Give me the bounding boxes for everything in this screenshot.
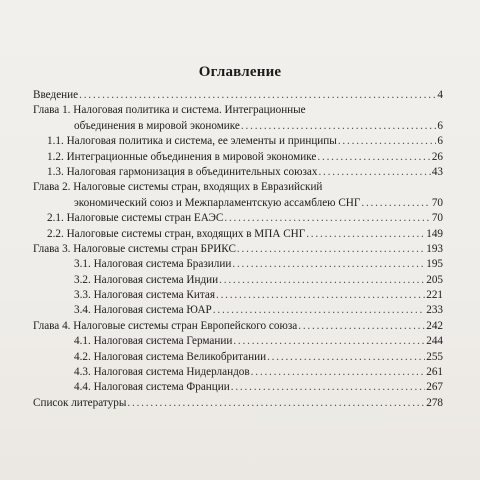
- toc-entry-title: Глава 3. Налоговые системы стран БРИКС: [33, 242, 236, 255]
- toc-entry-title: Введение: [33, 89, 79, 101]
- dot-leader: [306, 227, 425, 242]
- toc-entry-page-number: 195: [426, 258, 443, 271]
- toc-entry-page-number: 149: [426, 227, 443, 240]
- toc-entry: [33, 350, 443, 365]
- toc-entry: [33, 365, 443, 380]
- toc-entry: [33, 288, 443, 303]
- toc-entry-page-number: 70: [431, 196, 443, 209]
- dot-leader: [237, 242, 425, 257]
- toc-entry-page-number: 244: [426, 335, 443, 348]
- dot-leader: [317, 150, 430, 165]
- toc-entry-title: 2.2. Налоговые системы стран, входящих в МПА СНГ: [47, 227, 306, 240]
- toc-entry-title: 4.1. Налоговая система Германии: [74, 335, 233, 348]
- toc-entry-title: 2.1. Налоговые системы стран ЕАЭС: [47, 212, 224, 225]
- toc-entry: [33, 334, 443, 349]
- toc-entry: [33, 103, 443, 118]
- dot-leader: [251, 365, 426, 380]
- toc-entry-title: 1.3. Налоговая гармонизация в объединительных союзах: [47, 165, 318, 178]
- toc-entry-page-number: 233: [426, 304, 443, 317]
- toc-entry-title: 1.2. Интеграционные объединения в мировой экономике: [47, 150, 317, 163]
- toc-entry-page-number: 6: [437, 119, 443, 132]
- table-of-contents: [33, 88, 443, 411]
- dot-leader: [232, 257, 425, 272]
- toc-entry-title: 4.4. Налоговая система Франции: [74, 381, 230, 394]
- toc-entry: [33, 211, 443, 226]
- dot-leader: [338, 134, 437, 149]
- toc-entry-title: 3.2. Налоговая система Индии: [74, 273, 219, 286]
- toc-entry-title: 1.1. Налоговая политика и система, ее элементы и принципы: [47, 135, 337, 148]
- toc-entry: [33, 257, 443, 272]
- toc-entry-page-number: 26: [431, 150, 443, 163]
- dot-leader: [216, 288, 425, 303]
- page-title: Оглавление: [198, 64, 282, 80]
- toc-entry: [33, 242, 443, 257]
- dot-leader: [79, 88, 436, 103]
- toc-entry-page-number: 255: [426, 350, 443, 363]
- toc-entry: [33, 134, 443, 149]
- toc-entry-title: 4.2. Налоговая система Великобритании: [74, 350, 267, 363]
- toc-entry-page-number: 267: [426, 381, 443, 394]
- toc-entry: [33, 396, 443, 411]
- toc-entry-title: Глава 2. Налоговые системы стран, входящих в Евразийский: [33, 181, 323, 194]
- toc-entry-page-number: 242: [426, 319, 443, 332]
- toc-entry-page-number: 70: [431, 212, 443, 225]
- dot-leader: [224, 211, 430, 226]
- toc-entry-title: Глава 4. Налоговые системы стран Европейского союза: [33, 319, 298, 332]
- dot-leader: [298, 319, 425, 334]
- toc-entry: [33, 180, 443, 195]
- dot-leader: [213, 303, 425, 318]
- toc-entry: [33, 303, 443, 318]
- toc-entry: [33, 273, 443, 288]
- toc-entry: [33, 119, 443, 134]
- toc-entry-page-number: 205: [426, 273, 443, 286]
- toc-entry: [33, 150, 443, 165]
- toc-entry-title: 3.4. Налоговая система ЮАР: [74, 304, 212, 317]
- toc-entry: [33, 196, 443, 211]
- toc-entry: [33, 88, 443, 103]
- toc-entry-page-number: 193: [426, 242, 443, 255]
- toc-entry-title: 3.1. Налоговая система Бразилии: [74, 258, 232, 271]
- dot-leader: [318, 165, 430, 180]
- dot-leader: [219, 273, 425, 288]
- toc-entry-page-number: 6: [437, 135, 443, 148]
- toc-entry: [33, 165, 443, 180]
- toc-entry-page-number: 4: [437, 89, 443, 101]
- toc-entry-title: 3.3. Налоговая система Китая: [74, 289, 215, 302]
- toc-entry-title: Список литературы: [33, 396, 127, 409]
- dot-leader: [361, 196, 430, 211]
- toc-entry-title: объединения в мировой экономике: [74, 119, 240, 132]
- toc-entry-title: 4.3. Налоговая система Нидерландов: [74, 366, 250, 379]
- toc-entry-title: экономический союз и Межпарламентскую ассамблею СНГ: [74, 196, 361, 209]
- dot-leader: [233, 334, 425, 349]
- toc-entry: [33, 319, 443, 334]
- toc-entry-title: Глава 1. Налоговая политика и система. Интеграционные: [33, 104, 306, 117]
- toc-entry-page-number: 278: [426, 396, 443, 409]
- dot-leader: [127, 396, 425, 411]
- toc-entry: [33, 227, 443, 242]
- toc-entry-page-number: 43: [431, 165, 443, 178]
- toc-entry-page-number: 221: [426, 289, 443, 302]
- toc-entry: [33, 380, 443, 395]
- toc-entry-page-number: 261: [426, 366, 443, 379]
- dot-leader: [241, 119, 437, 134]
- dot-leader: [231, 380, 425, 395]
- dot-leader: [267, 350, 425, 365]
